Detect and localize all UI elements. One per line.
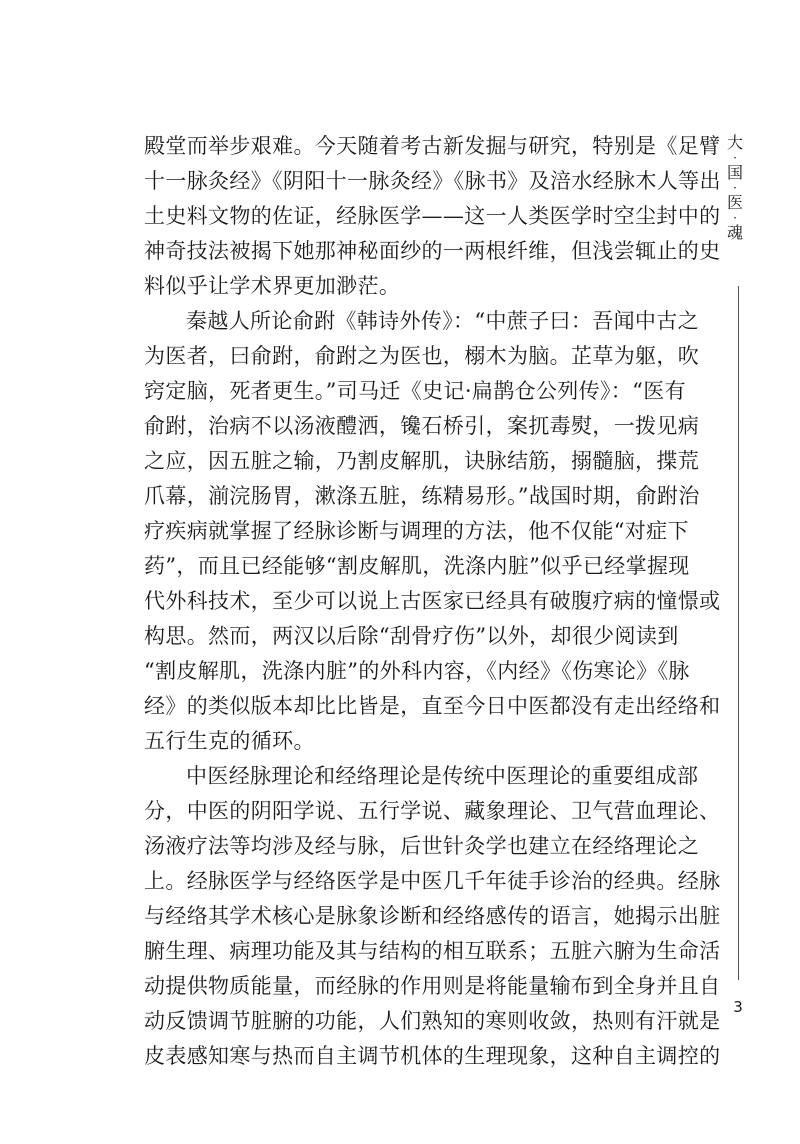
text-line: 料似乎让学术界更加渺茫。 xyxy=(144,274,401,298)
body-text xyxy=(144,129,721,1074)
text-line: 爪幕，湔浣肠胃，漱涤五脏，练精易形。”战国时期，俞跗治 xyxy=(144,484,700,508)
text-line: 经》的类似版本却比比皆是，直至今日中医都没有走出经络和 xyxy=(144,694,721,718)
running-head-char: 魂 xyxy=(726,223,743,242)
sidebar-rule xyxy=(738,286,739,980)
text-line: 动反馈调节脏腑的功能，人们熟知的寒则收敛，热则有汗就是 xyxy=(144,1009,721,1033)
text-line: 疗疾病就掌握了经脉诊断与调理的方法，他不仅能“对症下 xyxy=(144,519,689,543)
running-head-char: 医 xyxy=(726,193,743,212)
page-number: 3 xyxy=(733,998,743,1016)
text-line: 五行生克的循环。 xyxy=(144,729,315,753)
text-line: 动提供物质能量，而经脉的作用则是将能量输布到全身并且自 xyxy=(144,974,721,998)
text-line: 药”，而且已经能够“割皮解肌，洗涤内脏”似乎已经掌握现 xyxy=(144,554,690,578)
text-line: 皮表感知寒与热而自主调节机体的生理现象，这种自主调控的 xyxy=(144,1044,721,1068)
text-line: 汤液疗法等均涉及经与脉，后世针灸学也建立在经络理论之 xyxy=(144,834,700,858)
text-line: “割皮解肌，洗涤内脏”的外科内容，《内经》《伤寒论》《脉 xyxy=(144,659,690,683)
text-line: 窍定脑，死者更生。”司马迁《史记·扁鹊仓公列传》：“医有 xyxy=(144,379,686,403)
text-line: 殿堂而举步艰难。今天随着考古新发掘与研究，特别是《足臂 xyxy=(144,134,721,158)
text-line: 之应，因五脏之输，乃割皮解肌，诀脉结筋，搦髓脑，揲荒 xyxy=(144,449,700,473)
text-line: 十一脉灸经》《阴阳十一脉灸经》《脉书》及涪水经脉木人等出 xyxy=(144,169,721,193)
text-line: 代外科技术，至少可以说上古医家已经具有破腹疗病的憧憬或 xyxy=(144,589,721,613)
paragraph-first-line: 中医经脉理论和经络理论是传统中医理论的重要组成部 xyxy=(186,764,699,788)
text-line: 腑生理、病理功能及其与结构的相互联系；五脏六腑为生命活 xyxy=(144,939,721,963)
running-head-char: 大 xyxy=(726,133,743,152)
running-head-char: 国 xyxy=(726,163,743,182)
text-line: 与经络其学术核心是脉象诊断和经络感传的语言，她揭示出脏 xyxy=(144,904,721,928)
running-head-separator: · xyxy=(733,211,737,225)
paragraph-first-line: 秦越人所论俞跗《韩诗外传》：“中蔗子曰：吾闻中古之 xyxy=(186,309,699,333)
text-line: 分，中医的阴阳学说、五行学说、藏象理论、卫气营血理论、 xyxy=(144,799,721,823)
text-line: 神奇技法被揭下她那神秘面纱的一两根纤维，但浅尝辄止的史 xyxy=(144,239,721,263)
text-line: 为医者，曰俞跗，俞跗之为医也，榒木为脑。芷草为躯，吹 xyxy=(144,344,700,368)
running-head-separator: · xyxy=(733,151,737,165)
text-line: 俞跗，治病不以汤液醴洒，镵石桥引，案扤毒熨，一拨见病 xyxy=(144,414,700,438)
text-line: 构思。然而，两汉以后除“刮骨疗伤”以外，却很少阅读到 xyxy=(144,624,679,648)
text-line: 土史料文物的佐证，经脉医学——这一人类医学时空尘封中的 xyxy=(144,204,721,228)
text-line: 上。经脉医学与经络医学是中医几千年徒手诊治的经典。经脉 xyxy=(144,869,721,893)
running-head-separator: · xyxy=(733,181,737,195)
running-head-vertical xyxy=(720,133,750,243)
